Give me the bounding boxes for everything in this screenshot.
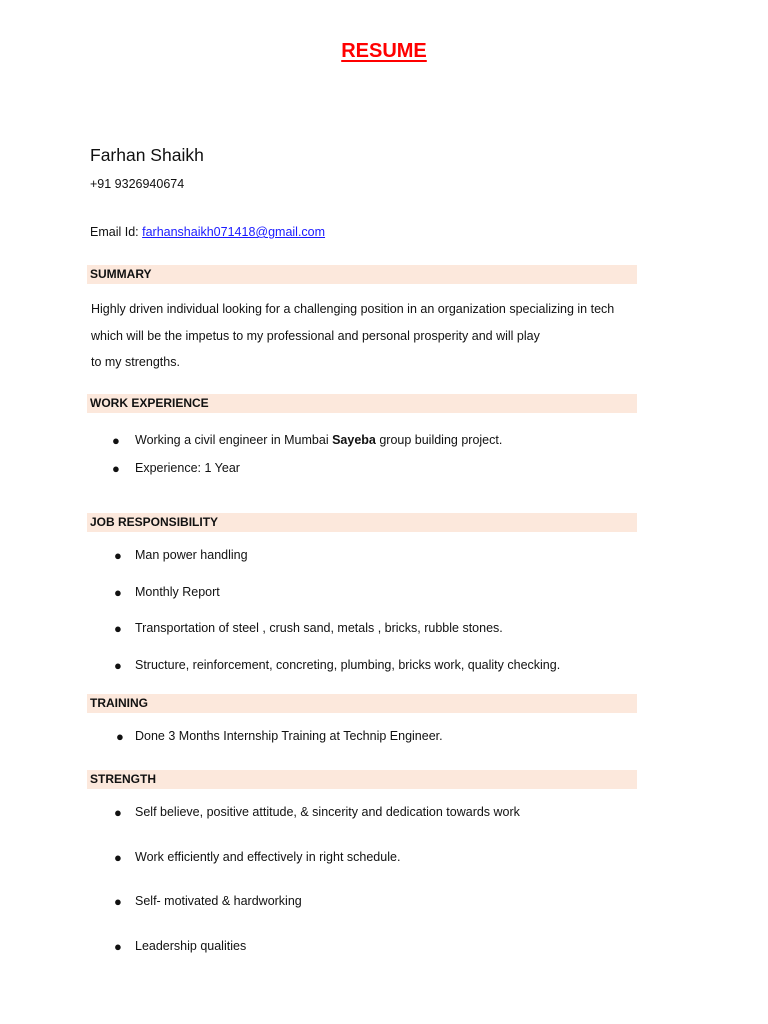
bullet-icon: ●	[114, 621, 122, 636]
job-responsibility-heading: JOB RESPONSIBILITY	[90, 515, 219, 529]
bullet-icon: ●	[114, 894, 122, 909]
work-experience-heading: WORK EXPERIENCE	[90, 396, 209, 410]
bullet-icon: ●	[112, 461, 120, 476]
work-experience-item: Experience: 1 Year	[135, 461, 240, 475]
resume-title: RESUME	[341, 40, 427, 62]
responsibility-item: Monthly Report	[135, 585, 220, 599]
training-heading-band	[87, 694, 637, 713]
work-experience-item: Working a civil engineer in Mumbai Sayeba group building project.	[135, 433, 503, 447]
summary-line: which will be the impetus to my professional and personal prosperity and will play	[91, 329, 540, 343]
summary-line: to my strengths.	[91, 355, 180, 369]
summary-line: Highly driven individual looking for a challenging position in an organization specializing in tech	[91, 302, 615, 316]
strength-item: Work efficiently and effectively in right schedule.	[135, 850, 401, 864]
strength-item: Self- motivated & hardworking	[135, 894, 302, 908]
strength-heading: STRENGTH	[90, 772, 156, 786]
responsibility-item: Man power handling	[135, 548, 248, 562]
responsibility-item: Transportation of steel , crush sand, metals , bricks, rubble stones.	[135, 621, 503, 635]
email-line	[90, 225, 325, 239]
summary-heading-band	[87, 265, 637, 284]
strength-item: Leadership qualities	[135, 939, 247, 953]
bullet-icon: ●	[112, 433, 120, 448]
candidate-name: Farhan Shaikh	[90, 145, 204, 165]
bullet-icon: ●	[114, 850, 122, 865]
email-link[interactable]: farhanshaikh071418@gmail.com	[142, 225, 326, 239]
email-label: Email Id:	[90, 225, 143, 239]
bullet-icon: ●	[114, 805, 122, 820]
responsibility-item: Structure, reinforcement, concreting, plumbing, bricks work, quality checking.	[135, 658, 561, 672]
training-item: Done 3 Months Internship Training at Technip Engineer.	[135, 729, 443, 743]
summary-heading: SUMMARY	[90, 267, 152, 281]
phone-number: +91 9326940674	[90, 177, 185, 191]
bullet-icon: ●	[114, 658, 122, 673]
job-responsibility-heading-band	[87, 513, 637, 532]
work-experience-heading-band	[87, 394, 637, 413]
strength-heading-band	[87, 770, 637, 789]
bullet-icon: ●	[114, 548, 122, 563]
bullet-icon: ●	[116, 729, 124, 744]
bullet-icon: ●	[114, 585, 122, 600]
training-heading: TRAINING	[90, 696, 148, 710]
bullet-icon: ●	[114, 939, 122, 954]
strength-item: Self believe, positive attitude, & sincerity and dedication towards work	[135, 805, 520, 819]
